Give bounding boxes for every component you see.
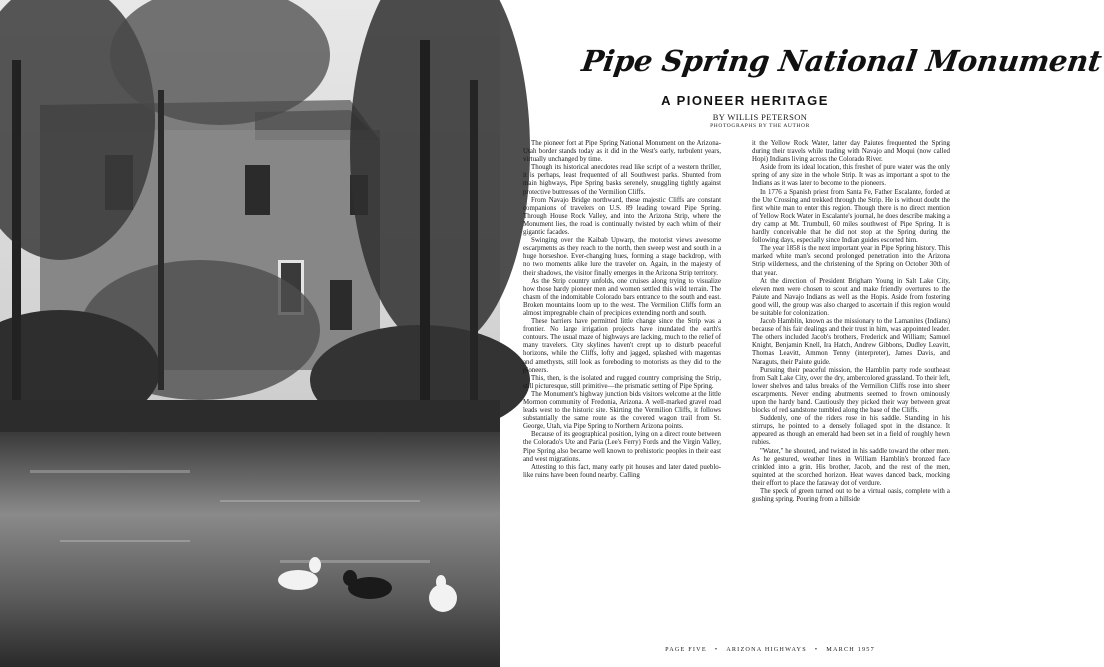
article-column-1 <box>523 140 721 640</box>
pond <box>0 432 500 667</box>
issue-date: MARCH 1957 <box>826 646 875 653</box>
paragraph: In 1776 a Spanish priest from Santa Fe, Father Escalante, forded at the Ute Crossing and trekked through the Strip. He is without doubt the first white man to enter this region. Though there is no direct mention of Yellow Rock Water in Escalante's journal, he does describe making a dry camp at Mt. Trumbull, 60 miles southwest of Pipe Spring. It is hardly conceivable that he did not stop at the Spring during the following days, especially since Indian guides escorted him. <box>752 188 950 245</box>
magazine-name: ARIZONA HIGHWAYS <box>726 646 807 653</box>
paragraph: Pursuing their peaceful mission, the Hamblin party rode southeast from Salt Lake City, over the dry, ambercolored grassland. To their left, lower shelves and talus breaks of the Vermilion Cliffs rose into sheer escarpments. Never ending abutments seemed to frown ominously upon the hardy band. Cautiously they picked their way between great blocks of red sandstone tumbled along the base of the Cliffs. <box>752 366 950 415</box>
cover-photograph <box>0 0 500 667</box>
article-subtitle: A PIONEER HERITAGE <box>661 93 829 108</box>
paragraph: Jacob Hamblin, known as the missionary to the Lamanites (Indians) because of his fair dealings and their trust in him, was appointed leader. The others included Jacob's brothers, Frederick and William; Samuel Knight, Benjamin Knell, Ira Hatch, Andrew Gibbons, Dudley Leavitt, Thomas Leavitt, Ammon Tenny (interpreter), James Davis, and Naraguts, their Paiute guide. <box>752 318 950 366</box>
paragraph: Because of its geographical position, lying on a direct route between the Colorado's Ute and Paria (Lee's Ferry) Fords and the Virgin Valley, Pipe Spring also became well known to prehistoric peoples in their east and west migrations. <box>523 431 721 463</box>
article-page <box>500 0 1104 667</box>
article-column-2 <box>752 140 950 640</box>
paragraph: "Water," he shouted, and twisted in his saddle toward the other men. As he gestured, weather lines in William Hamblin's bronzed face crinkled into a grin. His brother, Jacob, and the rest of the men, squinted at the scorched horizon. Heat waves danced back, mocking their effort to place the faraway dot of verdure. <box>752 447 950 487</box>
paragraph: Attesting to this fact, many early pit houses and later dated pueblo-like ruins have been found nearby. Calling <box>523 463 721 479</box>
page-footer <box>600 646 940 653</box>
footer-separator: • <box>714 646 719 653</box>
paragraph: Suddenly, one of the riders rose in his saddle. Standing in his stirrups, he pointed to a densely foliaged spot in the distance. It appeared as though an emerald had been set in a field of roughly hewn rubies. <box>752 415 950 447</box>
footer-separator: • <box>814 646 819 653</box>
paragraph: The year 1858 is the next important year in Pipe Spring history. This marked white man's second prolonged penetration into the Arizona Strip wilderness, and the christening of the Spring on October 30th of that year. <box>752 245 950 277</box>
paragraph: Aside from its ideal location, this freshet of pure water was the only spring of any size in the whole Strip. It was as important a spot to the Indians as it was later to become to the pioneers. <box>752 164 950 188</box>
paragraph: From Navajo Bridge northward, these majestic Cliffs are constant companions of travelers on U.S. 89 leading toward Pipe Spring. Through House Rock Valley, and into the Arizona Strip, where the Monument lies, the road is continually twisted by each whim of their gigantic facades. <box>523 196 721 237</box>
photo-credit: PHOTOGRAPHS BY THE AUTHOR <box>710 123 810 129</box>
paragraph: This, then, is the isolated and rugged country comprising the Strip, still picturesque, still primitive—the prismatic setting of Pipe Spring. <box>523 374 721 390</box>
paragraph: As the Strip country unfolds, one cruises along trying to visualize how those hardy pioneer men and women settled this wild terrain. The chasm of the indomitable Colorado bars entrance to the south and east. Broken mountains loom up to the west. The Vermilion Cliffs form an almost impregnable chain of precipices extending north and south. <box>523 277 721 317</box>
paragraph: At the direction of President Brigham Young in Salt Lake City, eleven men were chosen to scout and make friendly overtures to the Paiute and Navajo Indians as well as the Hopis. Aside from fostering good will, the group was also charged to ascertain if this region would be suitable for colonization. <box>752 277 950 317</box>
paragraph: These barriers have permitted little change since the Strip was a frontier. No large irrigation projects have inundated the earth's contours. The usual maze of highways are lacking, much to the relief of many travelers. City skylines haven't crept up to disturb peaceful horizons, while the Cliffs, lofty and jagged, splashed with magentas and amethysts, still look as foreboding to motorists as they did to the pioneers. <box>523 318 721 374</box>
paragraph: Swinging over the Kaibab Upwarp, the motorist views awesome escarpments as they reach to the north, then sweep west and south in a huge horseshoe. Ever-changing hues, forming a stage backdrop, with no two moments alike lure the traveler on. Again, in the majesty of their shadows, the visitor finally emerges in the Arizona Strip territory. <box>523 237 721 277</box>
paragraph: it the Yellow Rock Water, latter day Paiutes frequented the Spring during their travels while trading with Navajo and Moqui (now called Hopi) Indians living across the Colorado River. <box>752 140 950 164</box>
paragraph: The pioneer fort at Pipe Spring National Monument on the Arizona-Utah border stands today as it did in the West's early, turbulent years, virtually unchanged by time. <box>523 140 721 164</box>
paragraph: The speck of green turned out to be a virtual oasis, complete with a gushing spring. Pouring from a hillside <box>752 488 950 504</box>
page-number: PAGE FIVE <box>665 646 707 653</box>
paragraph: Though its historical anecdotes read like script of a western thriller, it is perhaps, least frequented of all Southwest parks. Shunted from main highways, Pipe Spring basks serenely, snuggling tightly against protective buttresses of the Vermilion Cliffs. <box>523 164 721 196</box>
paragraph: The Monument's highway junction bids visitors welcome at the little Mormon community of Fredonia, Arizona. A well-marked gravel road leads west to the historic site. Skirting the Vermilion Cliffs, it follows substantially the same route as the covered wagon trail from St. George, Utah, via Pipe Spring to Northern Arizona points. <box>523 390 721 431</box>
byline: BY WILLIS PETERSON <box>712 112 808 122</box>
article-title: Pipe Spring National Monument <box>579 44 1104 78</box>
photograph-illustration <box>0 0 500 667</box>
